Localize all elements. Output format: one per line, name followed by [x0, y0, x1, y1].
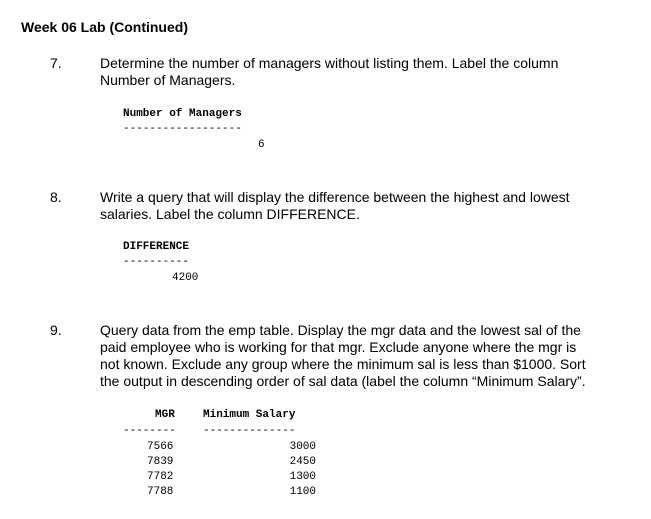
result-value: 6: [258, 139, 265, 151]
page-title: Week 06 Lab (Continued): [21, 19, 188, 35]
question-number: 7.: [50, 55, 62, 71]
question-line: Number of Managers.: [100, 72, 236, 88]
question-line: Determine the number of managers without listing them. Label the column: [100, 55, 559, 71]
question-line: paid employee who is working for that mgr. Exclude anyone where the mgr is: [100, 339, 577, 355]
table-cell: 7782: [147, 471, 174, 483]
question-number: 9.: [50, 322, 62, 338]
result-salary-column: [270, 440, 316, 500]
question-text: [100, 189, 570, 223]
result-value: 4200: [172, 272, 199, 284]
table-cell: 1100: [289, 486, 316, 498]
question-line: the output in descending order of sal data (label the column “Minimum Salary”.: [100, 373, 586, 389]
question-line: Write a query that will display the difference between the highest and lowest: [100, 189, 570, 205]
question-line: Query data from the emp table. Display the mgr data and the lowest sal of the: [100, 322, 581, 338]
table-cell: 1300: [289, 471, 316, 483]
result-separator: ------------------: [123, 123, 242, 135]
result-column-header-minimum-salary: Minimum Salary: [203, 409, 296, 421]
table-cell: 7566: [147, 441, 174, 453]
question-number: 8.: [50, 189, 62, 205]
result-separator: ----------: [123, 256, 190, 268]
result-column-header: Number of Managers: [123, 108, 242, 120]
question-line: not known. Exclude any group where the minimum sal is less than $1000. Sort: [100, 356, 586, 372]
result-separator: --------------: [203, 425, 296, 437]
question-line: salaries. Label the column DIFFERENCE.: [100, 206, 360, 222]
question-text: [100, 55, 558, 89]
table-cell: 7788: [147, 486, 174, 498]
question-text: [100, 322, 586, 390]
result-mgr-column: [147, 440, 173, 500]
table-cell: 7839: [147, 456, 174, 468]
table-cell: 3000: [289, 441, 316, 453]
table-cell: 2450: [289, 456, 316, 468]
result-column-header-mgr: MGR: [155, 409, 175, 421]
result-separator: --------: [123, 425, 176, 437]
result-column-header: DIFFERENCE: [123, 241, 190, 253]
